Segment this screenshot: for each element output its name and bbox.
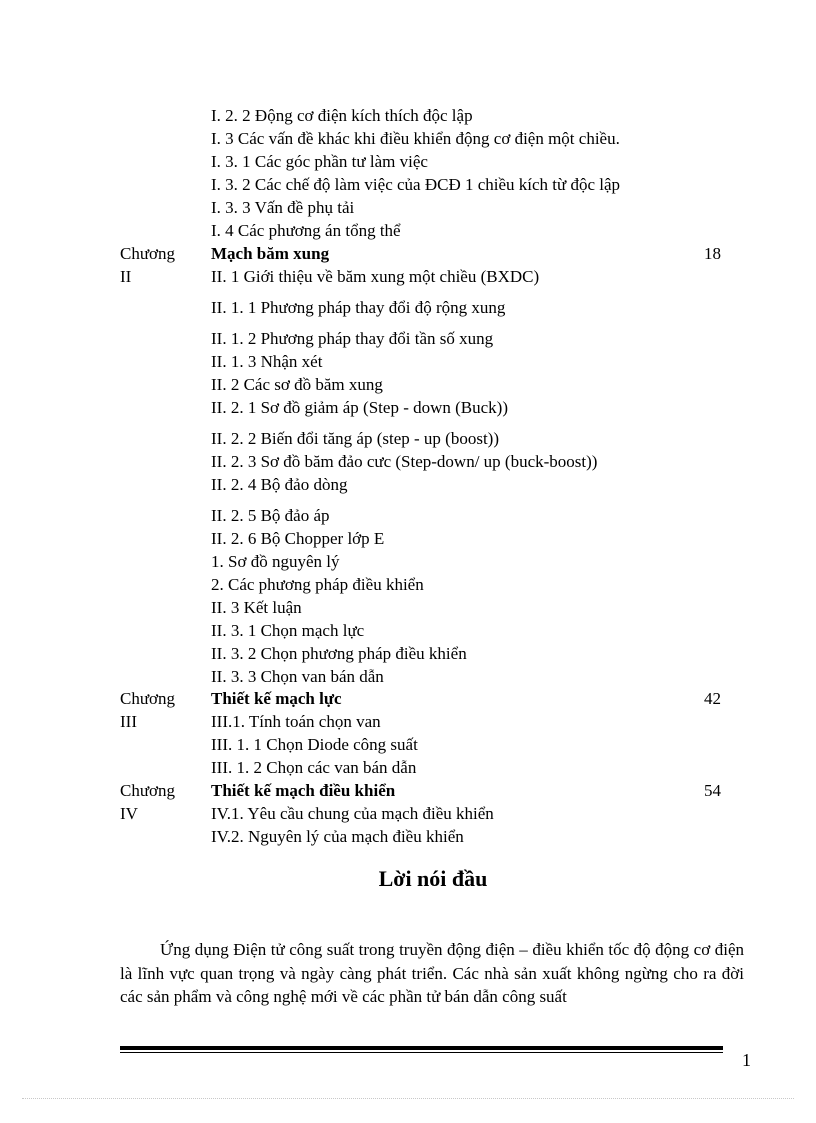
toc-row bbox=[0, 710, 816, 733]
toc-row bbox=[0, 527, 816, 550]
toc-row bbox=[0, 150, 816, 173]
toc-entry: IV.2. Nguyên lý của mạch điều khiển bbox=[211, 827, 464, 846]
toc-chapter-label: IV bbox=[120, 804, 138, 823]
toc-entry: II. 3 Kết luận bbox=[211, 598, 302, 617]
toc-entry: II. 2. 2 Biến đổi tăng áp (step - up (boost)) bbox=[211, 429, 499, 448]
toc-entry: II. 1. 1 Phương pháp thay đổi độ rộng xung bbox=[211, 298, 506, 317]
toc-chapter-label: Chương bbox=[120, 781, 176, 800]
toc-chapter-label: Chương bbox=[120, 244, 176, 263]
toc-row bbox=[0, 327, 816, 350]
toc-entry: III.1. Tính toán chọn van bbox=[211, 712, 381, 731]
toc-entry: II. 1 Giới thiệu về băm xung một chiều (BXDC) bbox=[211, 267, 540, 286]
toc-page-number: 54 bbox=[704, 781, 721, 800]
toc-row bbox=[0, 756, 816, 779]
toc-entry: II. 2. 4 Bộ đảo dòng bbox=[211, 475, 348, 494]
toc-row bbox=[0, 687, 816, 710]
toc-row bbox=[0, 173, 816, 196]
toc-row bbox=[0, 573, 816, 596]
toc-row bbox=[0, 642, 816, 665]
toc-row bbox=[0, 219, 816, 242]
footer-rule-thick bbox=[120, 1046, 723, 1050]
toc-row bbox=[0, 596, 816, 619]
toc-entry: II. 2. 6 Bộ Chopper lớp E bbox=[211, 529, 385, 548]
toc-row bbox=[0, 504, 816, 527]
toc-row bbox=[0, 733, 816, 756]
toc-entry: III. 1. 1 Chọn Diode công suất bbox=[211, 735, 418, 754]
toc-row bbox=[0, 473, 816, 496]
footer-rule-thin bbox=[120, 1052, 723, 1053]
toc-row bbox=[0, 779, 816, 802]
toc-entry: I. 2. 2 Động cơ điện kích thích độc lập bbox=[211, 106, 473, 125]
toc-entry: II. 2. 1 Sơ đồ giảm áp (Step - down (Buck)) bbox=[211, 398, 508, 417]
toc-entry: 2. Các phương pháp điều khiển bbox=[211, 575, 424, 594]
toc-entry: I. 4 Các phương án tổng thể bbox=[211, 221, 401, 240]
toc-chapter-title: Thiết kế mạch lực bbox=[211, 689, 342, 708]
section-heading: Lời nói đầu bbox=[378, 866, 488, 891]
toc-entry: II. 2 Các sơ đồ băm xung bbox=[211, 375, 383, 394]
toc-entry: II. 3. 2 Chọn phương pháp điều khiển bbox=[211, 644, 467, 663]
toc-page-number: 18 bbox=[704, 244, 721, 263]
toc-chapter-title: Thiết kế mạch điều khiển bbox=[211, 781, 396, 800]
toc-row bbox=[0, 665, 816, 688]
toc-page-number: 42 bbox=[704, 689, 721, 708]
toc-entry: II. 1. 3 Nhận xét bbox=[211, 352, 323, 371]
toc-row bbox=[0, 550, 816, 573]
toc-chapter-label: II bbox=[120, 267, 132, 286]
toc-chapter-label: Chương bbox=[120, 689, 176, 708]
toc-row bbox=[0, 265, 816, 288]
toc-row bbox=[0, 296, 816, 319]
toc-entry: II. 2. 3 Sơ đồ băm đảo cưc (Step-down/ up (buck-boost)) bbox=[211, 452, 598, 471]
toc-row bbox=[0, 802, 816, 825]
toc-row bbox=[0, 350, 816, 373]
toc-chapter-label: III bbox=[120, 712, 137, 731]
toc-row bbox=[0, 104, 816, 127]
toc-entry: 1. Sơ đồ nguyên lý bbox=[211, 552, 340, 571]
page-number: 1 bbox=[742, 1050, 751, 1070]
toc-row bbox=[0, 196, 816, 219]
toc-entry: II. 3. 3 Chọn van bán dẫn bbox=[211, 667, 384, 686]
intro-paragraph: Ứng dụng Điện tử công suất trong truyền động điện – điều khiển tốc độ động cơ điện là lĩnh vực quan trọng và ngày càng phát triển. Các nhà sản xuất không ngừng cho ra đời các sản phẩm và công nghệ mới về các phần tử bán dẫn công suất bbox=[120, 940, 744, 1006]
toc-row bbox=[0, 127, 816, 150]
toc-row bbox=[0, 427, 816, 450]
toc-entry: I. 3. 2 Các chế độ làm việc của ĐCĐ 1 chiều kích từ độc lập bbox=[211, 175, 621, 194]
toc-row bbox=[0, 242, 816, 265]
toc-row bbox=[0, 373, 816, 396]
toc-row bbox=[0, 825, 816, 848]
toc-row bbox=[0, 619, 816, 642]
toc-entry: II. 1. 2 Phương pháp thay đổi tần số xung bbox=[211, 329, 494, 348]
toc-entry: III. 1. 2 Chọn các van bán dẫn bbox=[211, 758, 417, 777]
toc-row bbox=[0, 450, 816, 473]
toc-entry: II. 2. 5 Bộ đảo áp bbox=[211, 506, 330, 525]
toc-entry: I. 3. 1 Các góc phần tư làm việc bbox=[211, 152, 428, 171]
toc-row bbox=[0, 396, 816, 419]
toc-entry: I. 3 Các vấn đề khác khi điều khiển động cơ điện một chiều. bbox=[211, 129, 620, 148]
page-bottom-dotted-line bbox=[22, 1098, 794, 1099]
toc-entry: I. 3. 3 Vấn đề phụ tải bbox=[211, 198, 355, 217]
toc-entry: II. 3. 1 Chọn mạch lực bbox=[211, 621, 365, 640]
toc-entry: IV.1. Yêu cầu chung của mạch điều khiển bbox=[211, 804, 494, 823]
toc-chapter-title: Mạch băm xung bbox=[211, 244, 330, 263]
